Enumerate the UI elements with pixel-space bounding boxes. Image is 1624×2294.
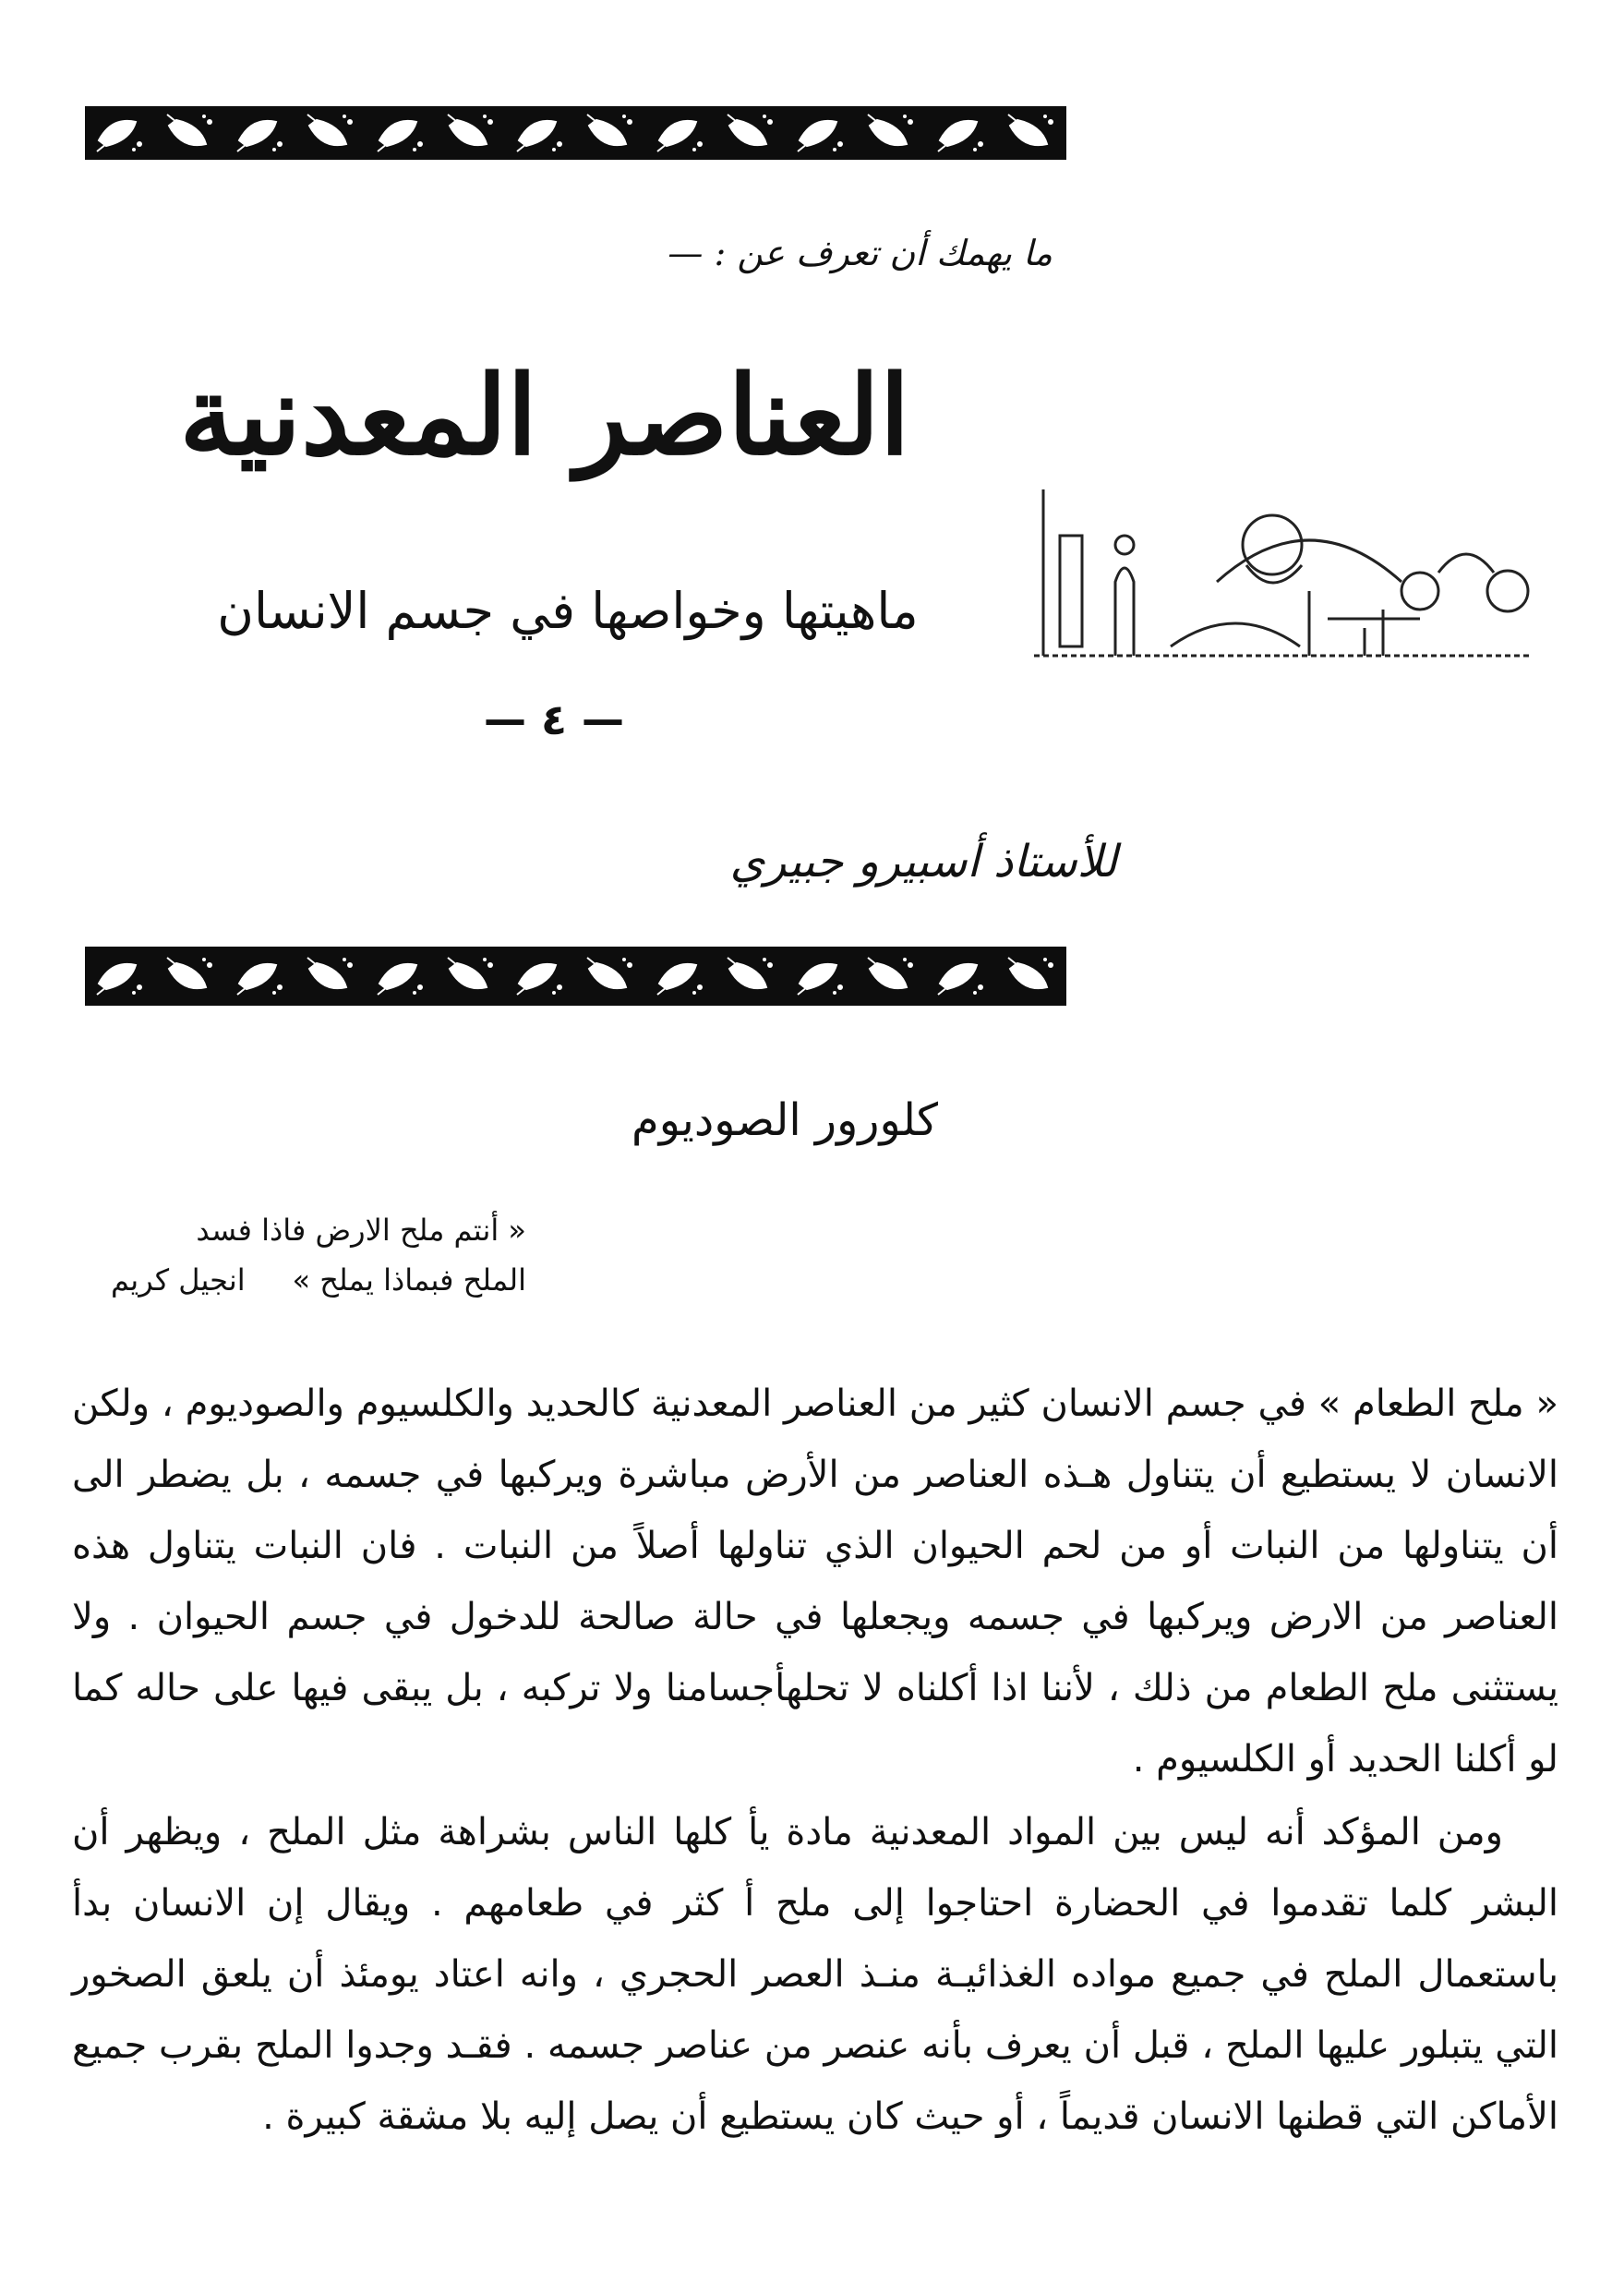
leaf-ornament-icon	[654, 956, 707, 996]
leaf-ornament-icon	[234, 113, 287, 153]
leaf-ornament-icon	[93, 113, 147, 153]
leaf-ornament-icon	[374, 113, 427, 153]
leaf-ornament-icon	[934, 956, 988, 996]
leaf-ornament-icon	[163, 956, 217, 996]
leaf-ornament-icon	[304, 113, 357, 153]
subtitle: ماهيتها وخواصها في جسم الانسان	[217, 582, 919, 640]
article-paragraph: ومن المؤكد أنه ليس بين المواد المعدنية مادة يأ كلها الناس بشراهة مثل الملح ، ويظهر أن البشر كلما تقدموا في الحضارة احتاجوا إلى ملح أ كثر في طعامهم . ويقال إن الانسان بدأ باستعمال الملح في جميع مواده الغذائيـة منـذ العصر الحجري ، وانه اعتاد يومئذ أن يلعق الصخور التي يتبلور عليها الملح ، قبل أن يعرف بأنه عنصر من عناصر جسمه . فقـد وجدوا الملح بقرب جميع الأماكن التي قطنها الانسان قديماً ، أو حيث كان يستطيع أن يصل إليه بلا مشقة كبيرة .	[72, 1811, 1558, 2138]
leaf-ornament-icon	[93, 956, 147, 996]
leaf-ornament-icon	[794, 113, 848, 153]
quote-source: انجيل كريم	[111, 1262, 246, 1298]
leaf-ornament-icon	[234, 956, 287, 996]
leaf-ornament-icon	[163, 113, 217, 153]
leaf-ornament-icon	[864, 113, 918, 153]
article-body	[72, 1369, 1558, 2153]
quote-line	[111, 1255, 526, 1305]
leaf-ornament-icon	[583, 956, 637, 996]
leaf-ornament-icon	[794, 956, 848, 996]
leaf-ornament-icon	[513, 956, 567, 996]
kicker-text: ما يهمك أن تعرف عن : —	[668, 233, 1053, 273]
ornamental-border-middle	[85, 947, 1066, 1006]
leaf-ornament-icon	[724, 113, 777, 153]
article-paragraph: « ملح الطعام » في جسم الانسان كثير من العناصر المعدنية كالحديد والكلسيوم والصوديوم ، ولكن الانسان لا يستطيع أن يتناول هـذه العناصر من الأرض مباشرة ويركبها في جسمه ، بل يضطر الى أن يتناولها من النبات أو من لحم الحيوان الذي تناولها أصلاً من النبات . فان النبات يتناول هذه العناصر من الارض ويركبها في جسمه ويجعلها في حالة صالحة للدخول في جسم الحيوان . ولا يستثنى ملح الطعام من ذلك ، لأننا اذا أكلناه لا تحلهأجسامنا ولا تركبه ، بل يبقى فيها على حاله كما لو أكلنا الحديد أو الكلسيوم .	[72, 1382, 1558, 1781]
author-byline: للأستاذ أسبيرو جبيري	[729, 836, 1117, 887]
leaf-ornament-icon	[444, 113, 498, 153]
leaf-ornament-icon	[304, 956, 357, 996]
part-number: — ٤ —	[483, 694, 625, 744]
leaf-ornament-icon	[1004, 956, 1058, 996]
quote-line: « أنتم ملح الارض فاذا فسد	[196, 1213, 526, 1248]
leaf-ornament-icon	[724, 956, 777, 996]
leaf-ornament-icon	[374, 956, 427, 996]
leaf-ornament-icon	[444, 956, 498, 996]
epigraph-quote	[111, 1205, 526, 1306]
page-title: العناصر المعدنية	[179, 351, 910, 479]
laboratory-sketch-icon	[1032, 480, 1540, 665]
leaf-ornament-icon	[934, 113, 988, 153]
leaf-ornament-icon	[513, 113, 567, 153]
leaf-ornament-icon	[1004, 113, 1058, 153]
ornamental-border-top	[85, 106, 1066, 160]
quote-text: الملح فبماذا يملح »	[292, 1262, 526, 1298]
leaf-ornament-icon	[583, 113, 637, 153]
leaf-ornament-icon	[654, 113, 707, 153]
leaf-ornament-icon	[864, 956, 918, 996]
section-heading: كلورور الصوديوم	[632, 1094, 938, 1146]
